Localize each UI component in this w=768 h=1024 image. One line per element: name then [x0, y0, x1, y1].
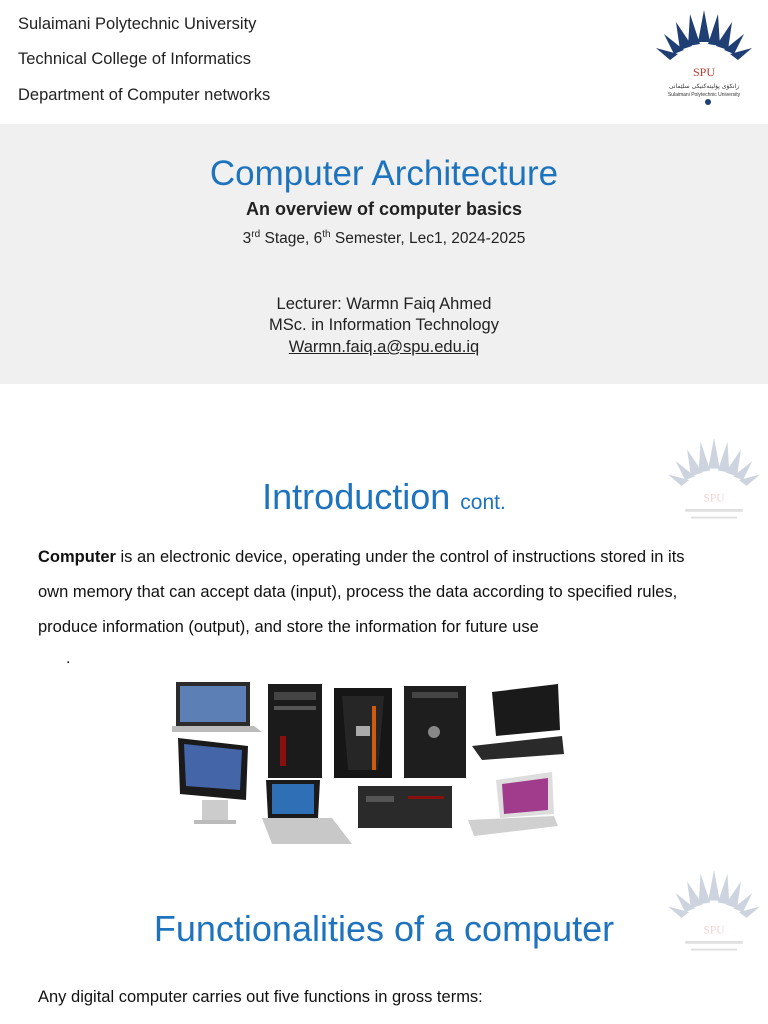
lecturer-email-row — [0, 338, 768, 357]
introduction-paragraph: Computer is an electronic device, operating under the control of instructions stored in its own memory that can accept data (input), process the data according to specified rules, produce information (output), and store the information for future use — [38, 548, 685, 636]
university-name: Sulaimani Polytechnic University — [18, 15, 257, 33]
department-name: Department of Computer networks — [18, 86, 271, 104]
course-subtitle: An overview of computer basics — [245, 199, 523, 219]
functionalities-heading: Functionalities of a computer — [153, 908, 615, 949]
stage-info: 3rd Stage, 6th Semester, Lec1, 2024-2025 — [242, 229, 526, 248]
svg-text:SPU: SPU — [703, 924, 725, 937]
college-name: Technical College of Informatics — [18, 50, 251, 68]
title-slide-panel — [0, 124, 768, 384]
introduction-heading: Introduction cont. — [262, 476, 506, 517]
bullet-dot: . — [66, 650, 71, 667]
svg-text:زانكۆی پۆلیتەکنیکی سلێمانی: زانكۆی پۆلیتەکنیکی سلێمانی — [668, 83, 740, 90]
svg-text:SPU: SPU — [692, 65, 716, 79]
lecturer-degree: MSc. in Information Technology — [269, 316, 499, 334]
svg-text:SPU: SPU — [703, 492, 725, 505]
lecturer-name: Lecturer: Warmn Faiq Ahmed — [276, 295, 492, 313]
functionalities-paragraph: Any digital computer carries out five functions in gross terms: — [38, 988, 483, 1006]
course-title: Computer Architecture — [209, 154, 559, 193]
svg-text:Sulaimani Polytechnic Universi: Sulaimani Polytechnic University — [667, 92, 741, 98]
spu-logo-icon — [652, 8, 756, 108]
lecturer-email-link[interactable]: Warmn.faiq.a@spu.edu.iq — [288, 338, 480, 356]
document-header — [0, 0, 768, 124]
computer-collage-image — [172, 676, 564, 856]
computer-term: Computer — [38, 548, 116, 566]
